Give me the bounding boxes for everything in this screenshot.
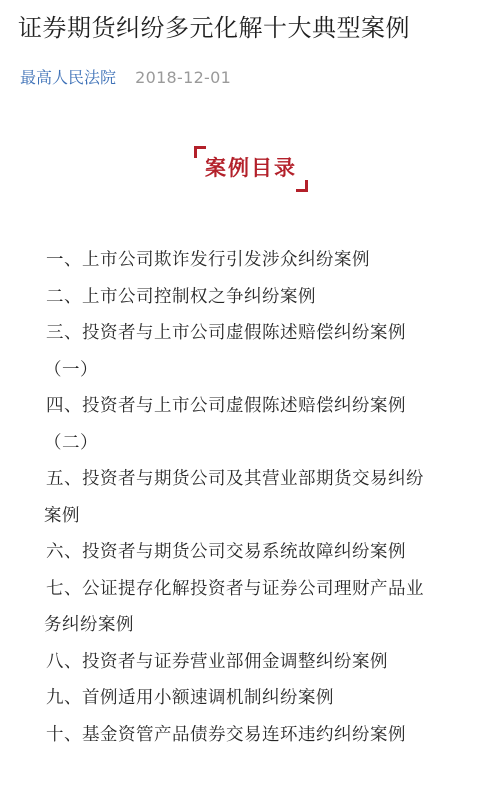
toc-item [46,680,486,717]
toc-item-text-continued: （二） [44,432,98,453]
toc-item-text-continued: 案例 [44,505,80,526]
author-link[interactable]: 最高人民法院 [20,68,117,87]
toc-item [46,644,486,681]
toc-list [46,242,486,753]
toc-item-text: 三、投资者与上市公司虚假陈述赔偿纠纷案例 [46,323,406,343]
toc-item-text: 四、投资者与上市公司虚假陈述赔偿纠纷案例 [46,396,406,416]
toc-item-text-continued: （一） [44,359,98,380]
toc-heading: 案例目录 [205,156,297,180]
toc-item [46,534,486,571]
publish-date: 2018-12-01 [135,68,232,87]
toc-item-text: 十、基金资管产品债券交易连环违约纠纷案例 [46,724,406,745]
toc-item-text: 五、投资者与期货公司及其营业部期货交易纠纷 [46,469,424,489]
toc-item-text: 二、上市公司控制权之争纠纷案例 [46,286,316,307]
toc-heading-badge [194,146,308,192]
toc-item-text: 八、投资者与证券营业部佣金调整纠纷案例 [46,651,388,672]
toc-item-text: 七、公证提存化解投资者与证券公司理财产品业 [46,578,424,599]
toc-item [46,279,486,316]
toc-item [46,717,486,754]
toc-item [46,242,486,279]
toc-item [46,461,486,534]
toc-item-text: 九、首例适用小额速调机制纠纷案例 [46,688,334,708]
toc-item-text: 一、上市公司欺诈发行引发涉众纠纷案例 [46,250,370,270]
toc-item-text: 六、投资者与期货公司交易系统故障纠纷案例 [46,542,406,562]
toc-item [46,388,486,461]
toc-item [46,571,486,644]
article-meta [20,66,231,90]
article-title: 证券期货纠纷多元化解十大典型案例 [18,14,410,42]
toc-item [46,315,486,388]
toc-item-text-continued: 务纠纷案例 [44,615,134,635]
